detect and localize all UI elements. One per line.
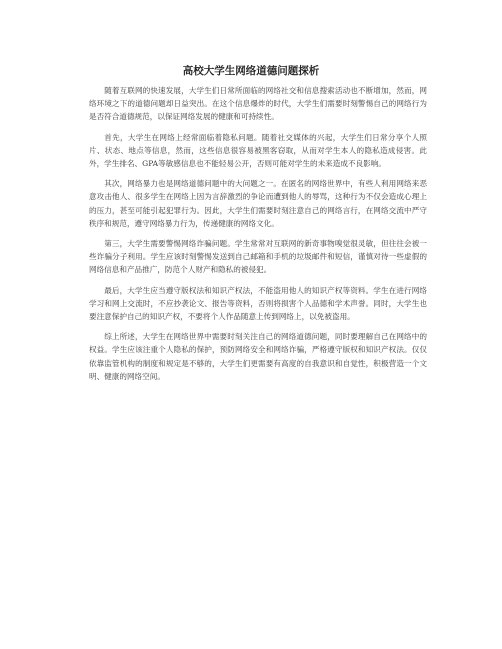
document-body — [89, 84, 427, 390]
paragraph-copyright: 最后，大学生应当遵守版权法和知识产权法，不能盗用他人的知识产权等资料。学生在进行网络学习和网上交流时，不应抄袭论文、报告等资料，否则将损害个人品德和学术声誉。同时，大学生也要注意保护自己的知识产权，不要将个人作品随意上传到网络上，以免被盗用。 — [89, 285, 427, 322]
paragraph-intro: 随着互联网的快速发展，大学生们日常所面临的网络社交和信息搜索活动也不断增加，然而，网络环境之下的道德问题却日益突出。在这个信息爆炸的时代，大学生们需要时刻警惕自己的网络行为是否符合道德规范，以保证网络发展的健康和可持续性。 — [89, 86, 427, 122]
paragraph-fraud: 第三，大学生需要警惕网络诈骗问题。学生常常对互联网的新奇事物嗅觉很灵敏，但往往会被一些诈骗分子利用。学生应该时刻警惕发送到自己邮箱和手机的垃圾邮件和短信，谨慎对待一些虚假的网络信息和产品推广，防范个人财产和隐私的被侵犯。 — [89, 239, 427, 275]
document-title: 高校大学生网络道德问题探析 — [182, 65, 320, 77]
paragraph-conclusion: 综上所述，大学生在网络世界中需要时刻关注自己的网络道德问题，同时要理解自己在网络中的权益。学生应该注重个人隐私的保护，预防网络安全和网络诈骗，严格遵守版权和知识产权法。仅仅依靠监管机构的制度和规定是不够的，大学生们更需要有高度的自我意识和自觉性，积极营造一个文明、健康的网络空间。 — [89, 332, 427, 381]
paragraph-cyberviolence: 其次，网络暴力也是网络道德问题中的大问题之一。在匿名的网络世界中，有些人利用网络来恶意攻击他人、很多学生在网络上因为言辞激烈的争论而遭到他人的辱骂，这种行为不仅会造成心理上的压力，甚至可能引起犯罪行为。因此，大学生们需要时刻注意自己的网络言行，在网络交流中严守秩序和规范，遵守网络暴力行为，传递健康的网络文化。 — [89, 179, 427, 228]
paragraph-privacy: 首先，大学生在网络上经常面临着隐私问题。随着社交媒体的兴起，大学生们日常分享个人照片、状态、地点等信息，然而，这些信息很容易被黑客窃取，从而对学生本人的隐私造成侵害。此外，学生排名、GPA等敏感信息也不能轻易公开，否则可能对学生的未来造成不良影响。 — [89, 132, 427, 169]
